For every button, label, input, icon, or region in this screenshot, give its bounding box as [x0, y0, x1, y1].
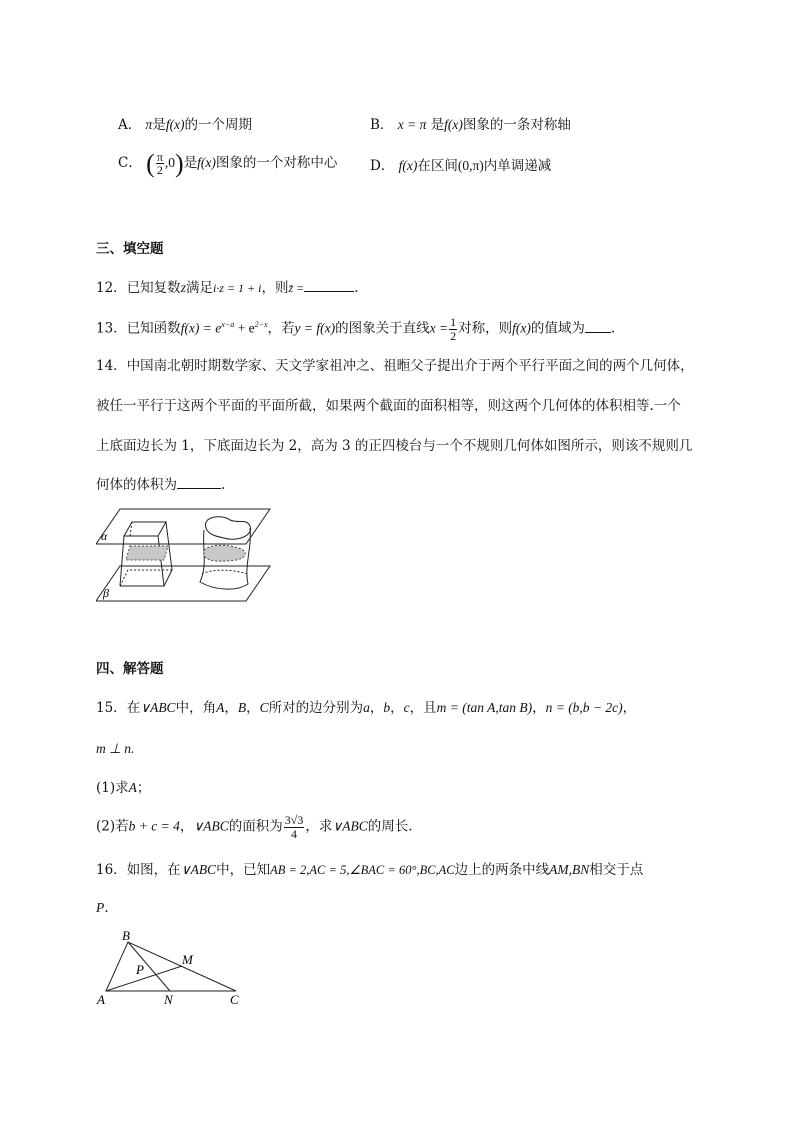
label-p: P	[136, 962, 144, 977]
text: 是	[152, 117, 166, 133]
question-12: 12．已知复数z满足i·z = 1 + i，则z̄ = .	[96, 280, 359, 296]
question-15: 15．在∨ABC中，角A，B，C所对的边分别为a，b，c，且m = (tan A,tan B)，n = (b,b − 2c)，	[96, 700, 637, 716]
solid-section	[204, 545, 245, 561]
question-14-line-3: 上底面边长为 1，下底面边长为 2，高为 3 的正四棱台与一个不规则几何体如图所示，则该不规则几	[96, 438, 693, 454]
q11-option-b	[370, 117, 571, 133]
median-am	[106, 966, 182, 991]
math: f(x)	[398, 158, 418, 173]
math: f(x)	[197, 155, 216, 171]
q15-perp: m ⊥ n.	[96, 741, 135, 756]
answer-blank[interactable]	[177, 476, 221, 489]
option-label: A．	[118, 117, 142, 133]
solid-top	[205, 517, 250, 540]
section-heading-solutions: 四、解答题	[96, 661, 164, 677]
q11-option-a	[118, 117, 252, 133]
label-c: C	[230, 992, 239, 1007]
text: 是	[430, 117, 445, 133]
math: f(x)	[165, 117, 185, 132]
option-label: C．	[118, 155, 142, 172]
frustum-figure	[96, 504, 286, 616]
text: 图象的一条对称轴	[462, 117, 571, 133]
text: 在区间	[417, 158, 458, 174]
median-bn	[128, 942, 170, 991]
answer-blank[interactable]	[585, 320, 611, 333]
option-label: D．	[370, 158, 395, 174]
question-14-line-1: 14．中国南北朝时期数学家、天文学家祖冲之、祖暅父子提出介于两个平行平面之间的两个几何体，	[96, 358, 694, 374]
q11-option-d	[370, 158, 551, 174]
q16-point-p: P.	[96, 900, 109, 916]
label-m: M	[182, 952, 193, 967]
text: 图象的一个对称中心	[215, 155, 338, 172]
plane-alpha	[96, 509, 270, 544]
plane-beta	[96, 566, 270, 601]
alpha-label: α	[101, 529, 108, 543]
math: π	[145, 117, 153, 132]
text: 内单调递减	[483, 158, 552, 174]
frustum-section	[126, 546, 168, 560]
math: f(x)	[444, 117, 463, 132]
paren-left: (	[146, 149, 155, 178]
question-14-line-4: 何体的体积为 .	[96, 477, 226, 493]
label-b: B	[122, 928, 130, 943]
question-14-line-2: 被任一平行于这两个平面的平面所截，如果两个截面的面积相等，则这两个几何体的体积相等.一个	[96, 398, 681, 414]
question-13: 13．已知函数$f(x) = e^{x-a} + e^{2-x}$，若y = f(x)的图象关于直线x = $\frac{1}{2}$ 对称，则f(x)的值域为 .	[96, 315, 616, 343]
math: (0,π)	[457, 158, 484, 173]
math: x = π	[397, 117, 427, 132]
text: 的一个周期	[184, 117, 253, 133]
text: 是	[183, 155, 198, 172]
paren-right: )	[175, 149, 184, 178]
fraction: $\frac{1}{2}$	[450, 315, 457, 343]
triangle-abc	[106, 942, 236, 991]
beta-label: β	[103, 586, 109, 600]
triangle-figure	[94, 928, 254, 1008]
option-label: B．	[370, 117, 394, 133]
answer-blank[interactable]	[304, 279, 354, 292]
fraction: $\frac{3√3}{4}$	[284, 813, 304, 841]
q15-part-1: (1)求A；	[96, 780, 151, 796]
label-n: N	[164, 992, 173, 1007]
label-a: A	[97, 992, 105, 1007]
section-heading-fill-in: 三、填空题	[96, 241, 164, 257]
fraction: $\frac{\pi}{2}$	[156, 149, 163, 178]
q11-option-c	[118, 148, 337, 179]
q15-part-2: (2)若b + c = 4，∨ABC的面积为 $\frac{3√3}{4}$ ，求∨ABC的周长.	[96, 813, 413, 841]
math: ,0	[164, 155, 175, 171]
question-16: 16．如图，在∨ABC中，已知AB = 2,AC = 5,∠BAC = 60°,BC,AC边上的两条中线AM,BN相交于点	[96, 862, 644, 878]
